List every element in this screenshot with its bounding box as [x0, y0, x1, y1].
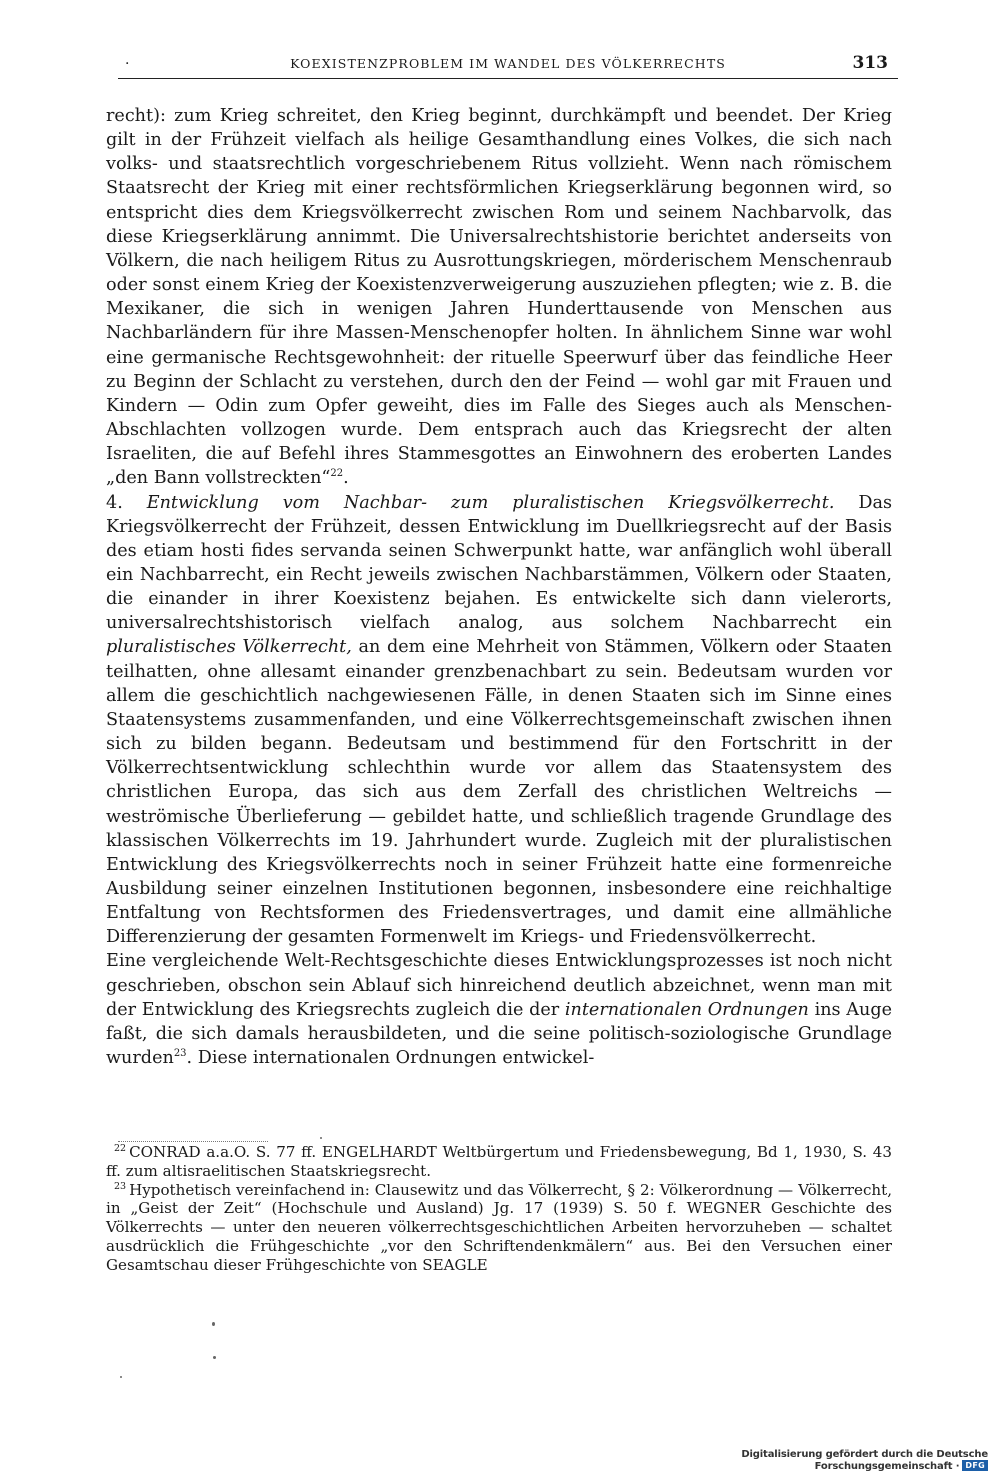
- paragraph-3-text-c: . Diese internationalen Ordnungen entwickel-: [186, 1048, 595, 1069]
- scan-speck: [320, 1137, 322, 1139]
- paragraph-2-text-a: Das Kriegsvölkerrecht der Frühzeit, dessen Entwicklung im Duellkriegsrecht auf der Basis des etiam hosti fides servanda seinen Schwerpunkt hatte, war anfänglich wohl überall ein Nachbarrecht, ein Recht jeweils zwischen Nachbarstämmen, Völkern oder Staaten, die einander in ihrer Koexistenz bejahen. Es entwickelte sich dann vielerorts, universalrechtshistorisch vielfach analog, aus solchem Nachbarrecht ein: [106, 492, 892, 634]
- paragraph-3-text-a: Eine vergleichende Welt-Rechtsgeschichte dieses Entwicklungsprozesses ist noch nicht geschrieben, obschon sein Ablauf sich hinreichend deutlich abzeichnet, wenn man mit der Entwicklung des Kriegsrechts zugleich die der: [106, 951, 892, 1020]
- paragraph-1: [106, 104, 892, 491]
- footnote-rule: [118, 1141, 268, 1142]
- running-head-title: KOEXISTENZPROBLEM IM WANDEL DES VÖLKERRECHTS: [290, 56, 726, 71]
- footnote-22: [106, 1143, 892, 1181]
- footnote-text: CONRAD a.a.O. S. 77 ff. ENGELHARDT Weltbürgertum und Friedensbewegung, Bd 1, 1930, S. 43 ff. zum altisraelitischen Staatskriegsrecht.: [106, 1143, 892, 1180]
- scan-speck: [120, 1376, 122, 1378]
- paragraph-2: [106, 491, 892, 950]
- paragraph-3: [106, 949, 892, 1070]
- banner-text: Digitalisierung gefördert durch die Deutsche Forschungsgemeinschaft ·: [741, 1449, 988, 1472]
- section-heading: Entwicklung vom Nachbar- zum pluralistischen Kriegsvölkerrecht.: [146, 492, 835, 513]
- footnotes: [106, 1143, 892, 1275]
- footnote-number: 22: [114, 1142, 127, 1154]
- running-head: [118, 52, 898, 79]
- paragraph-1-end: .: [343, 468, 349, 489]
- page-number: 313: [852, 53, 888, 73]
- footnote-23: [106, 1181, 892, 1275]
- header-mark: ·: [125, 56, 130, 72]
- body-text: [106, 104, 892, 1070]
- scan-speck: [212, 1322, 215, 1326]
- paragraph-3-emphasis: internationalen Ordnungen: [564, 999, 809, 1020]
- digitization-banner: [608, 1449, 988, 1472]
- footnote-ref-23: 23: [173, 1048, 187, 1060]
- scan-speck: [213, 1356, 216, 1359]
- paragraph-3-text-b: ins Auge faßt, die sich damals herausbildeten, und die seine politisch-soziologische Grundlage wurden: [106, 999, 892, 1069]
- section-number: 4.: [106, 492, 123, 513]
- paragraph-1-text: recht): zum Krieg schreitet, den Krieg beginnt, durchkämpft und beendet. Der Krieg gilt in der Frühzeit vielfach als heilige Gesamthandlung eines Volkes, die sich nach volks- und staatsrechtlich vorgeschriebenem Ritus vollzieht. Wenn nach römischem Staatsrecht der Krieg mit einer rechtsförmlichen Kriegserklärung begonnen wird, so entspricht dies dem Kriegsvölkerrecht zwischen Rom und seinem Nachbarvolk, das diese Kriegserklärung annimmt. Die Universalrechtshistorie berichtet anderseits von Völkern, die nach heiligem Ritus zu Ausrottungskriegen, mörderischem Menschenraub oder sonst einem Krieg der Koexistenzverweigerung auszuziehen pflegten; wie z. B. die Mexikaner, die sich in wenigen Jahren Hunderttausende von Menschen aus Nachbarländern für ihre Massen-Menschenopfer holten. In ähnlichem Sinne war wohl eine germanische Rechtsgewohnheit: der rituelle Speerwurf über das feindliche Heer zu Beginn der Schlacht zu verstehen, durch den der Feind — wohl gar mit Frauen und Kindern — Odin zum Opfer geweiht, dies im Falle des Sieges auch als Menschen-Abschlachten vollzogen wurde. Dem entsprach auch das Kriegsrecht der alten Israeliten, die auf Befehl ihres Stammesgottes an Einwohnern des eroberten Landes „den Bann vollstreckten“: [106, 106, 892, 489]
- footnote-ref-22: 22: [330, 468, 344, 480]
- footnote-text: Hypothetisch vereinfachend in: Clausewitz und das Völkerrecht, § 2: Völkerordnung — Völkerrecht, in „Geist der Zeit“ (Hochschule und Ausland) Jg. 17 (1939) S. 50 f. WEGNER Geschichte des Völkerrechts — unter den neueren völkerrechtsgeschichtlichen Arbeiten hervorzuheben — schaltet ausdrücklich die Frühgeschichte „vor den Schriftendenkmälern“ aus. Bei den Versuchen einer Gesamtschau dieser Frühgeschichte von SEAGLE: [106, 1180, 892, 1274]
- footnote-number: 23: [114, 1180, 127, 1192]
- paragraph-2-text-b: an dem eine Mehrheit von Stämmen, Völkern oder Staaten teilhatten, ohne allesamt einander grenzbenachbart zu sein. Bedeutsam wurden vor allem die geschichtlich nachgewiesenen Fälle, in denen Staaten sich im Sinne eines Staatensystems zusammenfanden, und eine Völkerrechtsgemeinschaft zwischen ihnen sich zu bilden begann. Bedeutsam und bestimmend für den Fortschritt in der Völkerrechtsentwicklung schlechthin wurde vor allem das Staatensystem des christlichen Europa, das sich aus dem Zerfall des christlichen Weltreichs — weströmische Überlieferung — gebildet hatte, und schließlich tragende Grundlage des klassischen Völkerrechts im 19. Jahrhundert wurde. Zugleich mit der pluralistischen Entwicklung des Kriegsvölkerrechts noch in seiner Frühzeit hatte eine formenreiche Ausbildung seiner einzelnen Institutionen begonnen, insbesondere eine reichhaltige Entfaltung von Rechtsformen des Friedensvertrages, und damit eine allmähliche Differenzierung der gesamten Formenwelt im Kriegs- und Friedensvölkerrecht.: [106, 637, 893, 948]
- paragraph-2-emphasis: pluralistisches Völkerrecht,: [106, 637, 352, 658]
- dfg-logo: DFG: [962, 1460, 988, 1471]
